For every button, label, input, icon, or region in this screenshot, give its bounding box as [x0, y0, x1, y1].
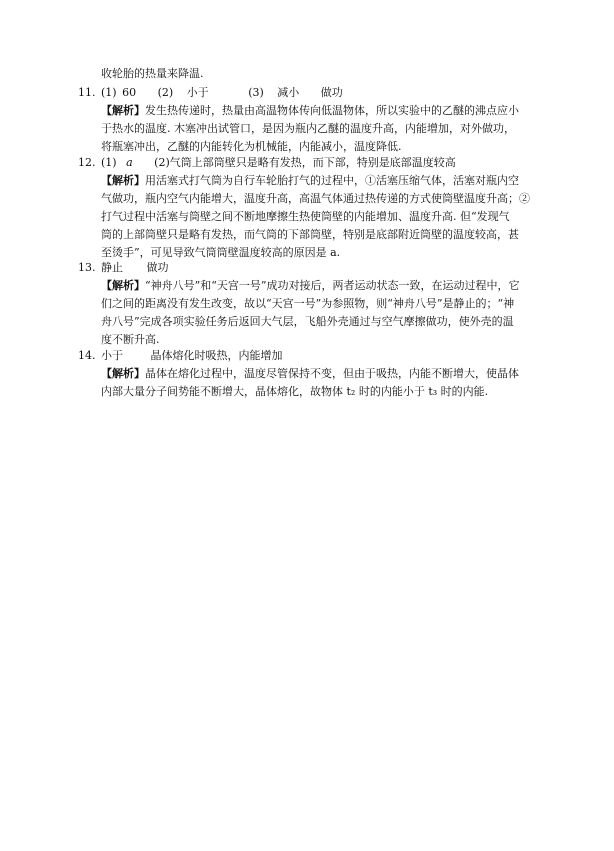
q12-part1-answer: a	[126, 156, 133, 169]
q11-explanation-line-2: 于热水的温度. 木塞冲出试管口，是因为瓶内乙醚的温度升高，内能增加，对外做功，	[101, 122, 515, 135]
q12-explanation-line-1	[101, 174, 519, 188]
q12-answer-line	[78, 156, 456, 170]
q11-part3-number: (3)	[248, 86, 264, 99]
q11-part3-answer-1: 减小	[277, 86, 300, 99]
q11-part1-answer: 60	[122, 86, 137, 99]
q14-answer-2: 晶体熔化时吸热，内能增加	[150, 349, 283, 362]
q11-part3-answer-2: 做功	[320, 86, 343, 99]
q13-explanation-line-3: 舟八号”完成各项实验任务后返回大气层，飞船外壳通过与空气摩擦做功，使外壳的温	[101, 315, 514, 328]
q11-explanation-text-1: 发生热传递时，热量由高温物体传向低温物体，所以实验中的乙醚的沸点应小	[145, 104, 519, 117]
q13-analysis-tag: 【解析】	[101, 279, 145, 292]
q12-part2-answer: (2)气筒上部筒壁只是略有发热，而下部，特别是底部温度较高	[154, 156, 456, 169]
q13-explanation-line-4: 度不断升高.	[101, 333, 160, 346]
q11-explanation-line-3: 将瓶塞冲出，乙醚的内能转化为机械能，内能减小，温度降低.	[101, 140, 402, 153]
intro-tail-line: 收轮胎的热量来降温.	[101, 67, 204, 80]
q12-part1-number: (1)	[101, 156, 117, 169]
q12-explanation-line-3: 打气过程中活塞与筒壁之间不断地摩擦生热使筒壁的内能增加、温度升高. 但“发现气	[101, 210, 510, 223]
q13-answer-2: 做功	[146, 261, 169, 274]
q12-analysis-tag: 【解析】	[101, 174, 145, 187]
q13-explanation-line-1	[101, 279, 520, 293]
q11-analysis-tag: 【解析】	[101, 104, 145, 117]
q14-analysis-tag: 【解析】	[101, 367, 145, 380]
q11-part2-number: (2)	[157, 86, 174, 99]
q14-answer-line	[78, 349, 283, 363]
q14-number: 14.	[78, 349, 96, 362]
q12-explanation-line-5: 至烫手”，可见导致气筒筒壁温度较高的原因是 a.	[101, 246, 341, 259]
q13-number: 13.	[78, 261, 96, 274]
q13-explanation-line-2: 们之间的距离没有发生改变，故以“天宫一号”为参照物，则“神舟八号”是静止的；“神	[101, 297, 515, 310]
q11-explanation-line-1	[101, 104, 519, 118]
q14-answer-1: 小于	[101, 349, 123, 362]
q12-explanation-line-4: 筒的上部筒壁只是略有发热，而气筒的下部筒壁，特别是底部附近筒壁的温度较高，甚	[101, 228, 519, 241]
q12-explanation-text-1: 用活塞式打气筒为自行车轮胎打气的过程中，①活塞压缩气体，活塞对瓶内空	[145, 174, 519, 187]
q14-explanation-line-2: 内部大量分子间势能不断增大，晶体熔化，故物体 t₂ 时的内能小于 t₃ 时的内能.	[101, 385, 489, 398]
q14-explanation-text-1: 晶体在熔化过程中，温度尽管保持不变，但由于吸热，内能不断增大，使晶体	[145, 367, 519, 380]
q13-answer-line	[78, 261, 169, 275]
q14-explanation-line-1	[101, 367, 519, 381]
q13-answer-1: 静止	[101, 261, 123, 274]
q11-part1-number: (1)	[101, 86, 117, 99]
q11-part2-answer: 小于	[186, 86, 209, 99]
q13-explanation-text-1: “神舟八号”和“天宫一号”成功对接后，两者运动状态一致，在运动过程中，它	[145, 279, 520, 292]
q12-explanation-line-2: 气做功，瓶内空气内能增大，温度升高，高温气体通过热传递的方式使筒壁温度升高；②	[101, 192, 530, 205]
q11-answer-line	[78, 86, 343, 100]
q11-number: 11.	[78, 86, 96, 99]
q12-number: 12.	[78, 156, 96, 169]
